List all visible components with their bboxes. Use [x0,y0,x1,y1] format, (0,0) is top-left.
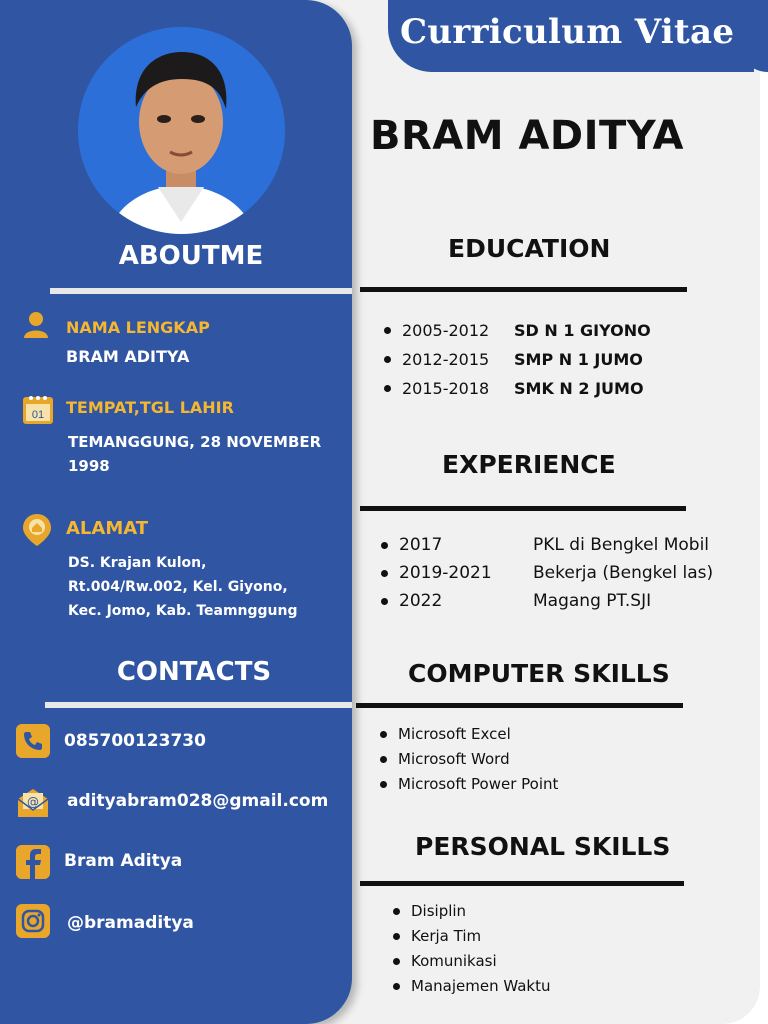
full-name-label: NAMA LENGKAP [66,318,210,337]
location-pin-icon [22,513,52,547]
birth-value-line1: TEMANGGUNG, 28 NOVEMBER [68,433,322,451]
list-item: Microsoft Excel [378,722,558,747]
profile-photo [78,27,285,234]
facebook-name[interactable]: Bram Aditya [64,851,183,871]
list-item: Disiplin [391,899,550,924]
experience-list [379,531,713,615]
list-item: Komunikasi [391,949,550,974]
phone-number[interactable]: 085700123730 [64,731,206,751]
instagram-handle[interactable]: @bramaditya [67,913,194,933]
education-list [382,316,651,403]
list-item: 2019-2021 Bekerja (Bengkel las) [379,559,713,587]
list-item: Manajemen Waktu [391,974,550,999]
list-item: 2015-2018 SMK N 2 JUMO [382,374,651,403]
education-heading: EDUCATION [448,234,611,263]
email-icon [16,785,50,819]
address-line2: Rt.004/Rw.002, Kel. Giyono, [68,579,288,595]
computer-skills-heading: COMPUTER SKILLS [408,659,670,688]
contacts-heading: CONTACTS [116,657,272,687]
list-item: Microsoft Word [378,747,558,772]
list-item: Kerja Tim [391,924,550,949]
full-name-value: BRAM ADITYA [66,347,190,366]
instagram-icon [16,904,50,938]
contacts-divider [45,702,352,708]
calendar-icon [22,393,54,425]
computer-skills-list [378,722,558,797]
candidate-name: BRAM ADITYA [370,113,684,159]
person-icon [22,310,50,338]
address-line3: Kec. Jomo, Kab. Teamnggung [68,603,298,619]
address-line1: DS. Krajan Kulon, [68,555,207,571]
personal-skills-heading: PERSONAL SKILLS [415,832,671,861]
birth-value-line2: 1998 [68,457,110,475]
list-item: 2022 Magang PT.SJI [379,587,713,615]
personal-skills-divider [360,881,684,886]
sidebar [0,0,352,1024]
experience-heading: EXPERIENCE [442,450,616,479]
experience-divider [360,506,686,511]
cv-title: Curriculum Vitae [400,12,735,52]
svg-text:@: @ [27,795,39,809]
about-divider [50,288,352,294]
list-item: 2005-2012 SD N 1 GIYONO [382,316,651,345]
phone-icon [16,724,50,758]
computer-skills-divider [356,703,683,708]
personal-skills-list [391,899,550,999]
calendar-icon-date: 01 [31,409,45,421]
address-label: ALAMAT [66,518,149,539]
birth-label: TEMPAT,TGL LAHIR [66,398,234,417]
about-me-heading: ABOUTME [118,241,264,271]
email-address[interactable]: adityabram028@gmail.com [67,791,329,811]
list-item: Microsoft Power Point [378,772,558,797]
list-item: 2012-2015 SMP N 1 JUMO [382,345,651,374]
list-item: 2017 PKL di Bengkel Mobil [379,531,713,559]
facebook-icon [16,845,50,879]
education-divider [360,287,687,292]
